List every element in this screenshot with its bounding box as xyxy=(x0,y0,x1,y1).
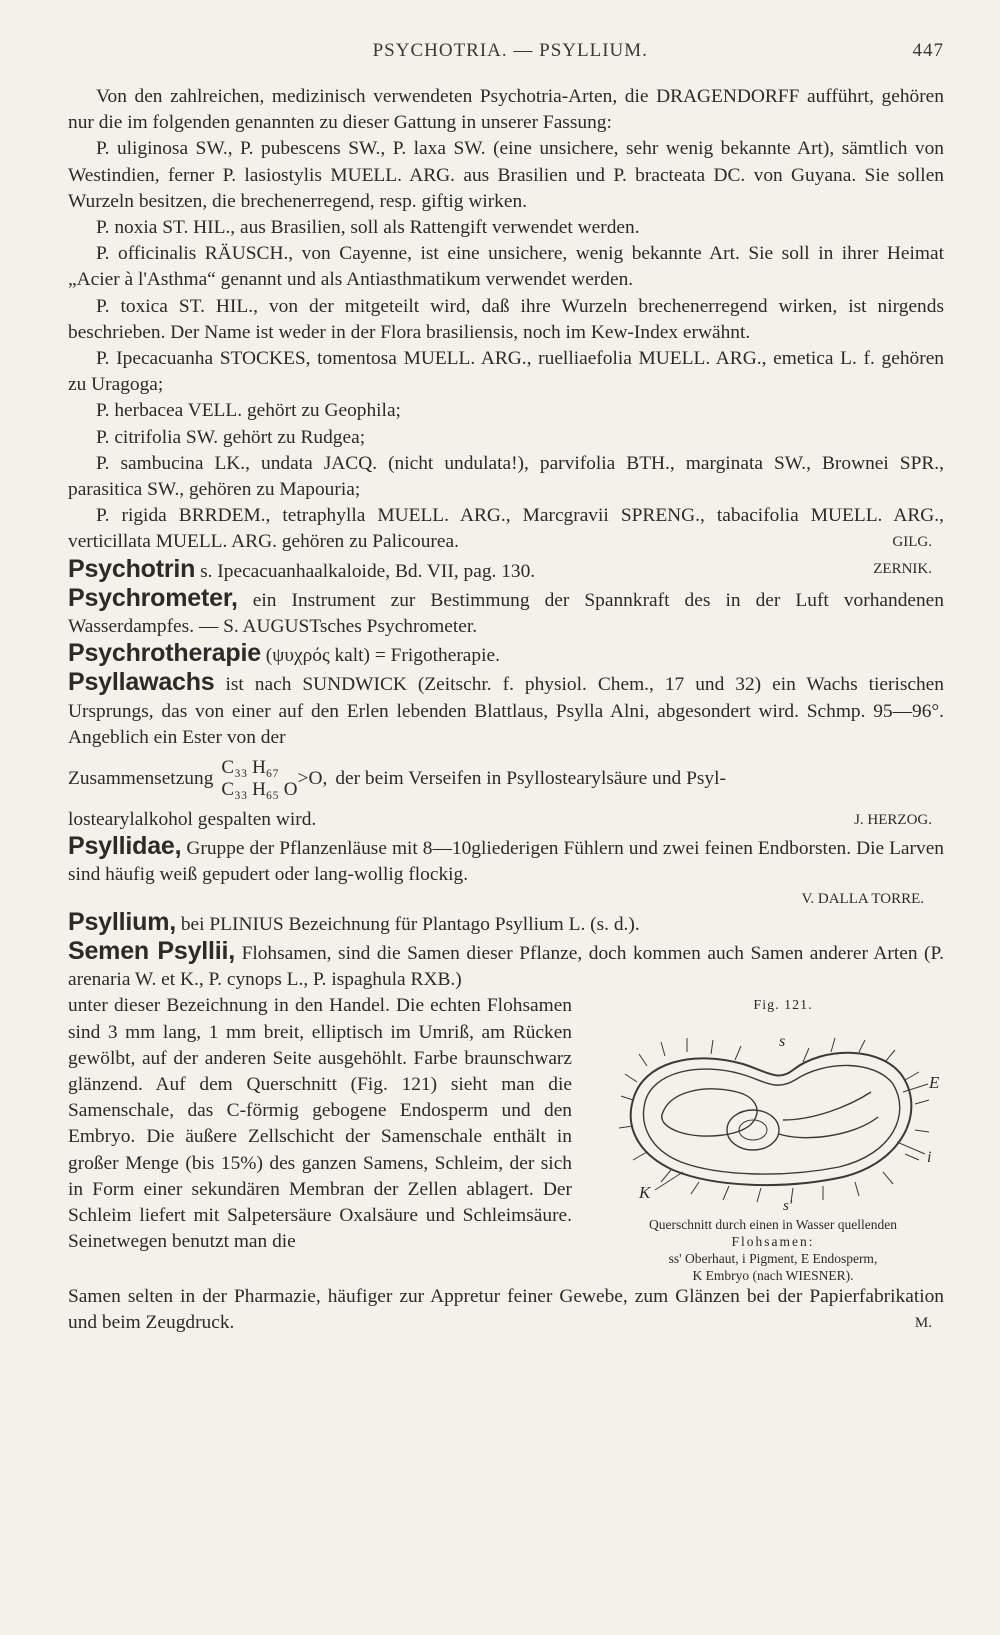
entry-psyllawachs xyxy=(68,669,944,751)
entry-psyllidae xyxy=(68,833,944,888)
entry-text: Gruppe der Pflanzenläuse mit 8—10gliederigen Fühlern und zwei feinen Endborsten. Die Larven sind häufig weiß gepudert oder lang-wollig flockig. xyxy=(68,838,944,886)
formula-top: C₃₃ H₆₇ xyxy=(221,757,280,779)
caption-line: Querschnitt durch einen in Wasser quellenden xyxy=(649,1216,897,1232)
psychotria-paragraph xyxy=(68,503,944,555)
caption-line: Flohsamen: xyxy=(731,1233,815,1249)
semen-psyllii-end xyxy=(68,1284,944,1336)
psychotria-intro: Von den zahlreichen, medizinisch verwendeten Psychotria-Arten, die DRAGENDORFF aufführt, gehören nur die im folgenden genannten zu dieser Gattung in unserer Fassung: xyxy=(68,86,944,134)
figure-letter-s-prime: s' xyxy=(783,1197,793,1212)
author-signature: ZERNIK. xyxy=(873,560,932,577)
figure-letter-s: s xyxy=(779,1032,786,1050)
formula-bond: >O, xyxy=(297,767,328,789)
formula-stack xyxy=(221,757,297,801)
entry-headword: Semen Psyllii, xyxy=(68,936,236,965)
chemical-formula xyxy=(221,757,327,801)
entry-psychrometer xyxy=(68,585,944,640)
semen-psyllii-wrapped-text: unter dieser Bezeichnung in den Handel. Die echten Flohsamen sind 3 mm lang, 1 mm breit, elliptisch im Umriß, am Rücken gewölbt, auf der anderen Seite ausgehöhlt. Farbe braunschwarz glänzend. Auf dem Querschnitt (Fig. 121) sieht man die Samenschale, das C-förmig gebogene Endosperm und den Embryo. Die äußere Zellschicht der Samenschale enthält in großer Menge (bis 15%) des ganzen Samens, Schleim, der sich in Form einer sekundären Membran der Zellen ablagert. Der Schleim liefert mit Salpetersäure Oxalsäure und Schleimsäure. Seinetwegen benutzt man die xyxy=(68,995,572,1253)
author-signature: GILG. xyxy=(892,534,932,551)
entry-semen-psyllii xyxy=(68,938,944,993)
entry-text: ein Instrument zur Bestimmung der Spannkraft des in der Luft vorhandenen Wasserdampfes. — S. AUGUSTsches Psychrometer. xyxy=(68,589,944,638)
entry-headword: Psyllium, xyxy=(68,907,176,936)
entry-text: lostearylalkohol gespalten wird. xyxy=(68,809,317,831)
entry-psychrotherapie xyxy=(68,640,944,669)
psychotria-paragraph: P. officinalis RÄUSCH., von Cayenne, ist eine unsichere, wenig bekannte Art. Sie soll in ihrer Heimat „Acier à l'Asthma“ genannt und als Antiasthmatikum verwendet werden. xyxy=(68,243,944,291)
author-signature: M. xyxy=(914,1314,932,1331)
entry-text: (ψυχρός kalt) = Frigotherapie. xyxy=(265,645,500,667)
formula-post-text: der beim Verseifen in Psyllostearylsäure und Psyl- xyxy=(335,767,726,789)
chemical-formula-line xyxy=(68,757,944,801)
formula-pre-text: Zusammensetzung xyxy=(68,767,214,789)
psychotria-paragraph: P. sambucina LK., undata JACQ. (nicht undulata!), parvifolia BTH., marginata SW., Brownei SPR., parasitica SW., gehören zu Mapouria; xyxy=(68,452,944,501)
entry-psychotrin xyxy=(68,556,944,585)
entry-psyllawachs-end xyxy=(68,807,944,833)
running-title: PSYCHOTRIA. — PSYLLIUM. xyxy=(372,40,648,61)
figure-letter-i: i xyxy=(927,1148,932,1166)
body-text xyxy=(68,84,944,1336)
author-signature: V. DALLA TORRE. xyxy=(801,890,924,907)
figure-letter-k: K xyxy=(639,1182,651,1202)
formula-bottom: C₃₃ H₆₅ O xyxy=(221,779,298,801)
page-number: 447 xyxy=(912,40,944,61)
caption-line: K Embryo (nach WIESNER). xyxy=(692,1267,854,1283)
entry-text: bei PLINIUS Bezeichnung für Plantago Psyllium L. (s. d.). xyxy=(180,913,640,935)
entry-headword: Psyllidae, xyxy=(68,832,182,861)
seed-cross-section-illustration xyxy=(603,1022,943,1212)
entry-headword: Psychrometer, xyxy=(68,583,238,612)
text-with-figure xyxy=(68,993,944,1283)
psychotria-paragraph: P. Ipecacuanha STOCKES, tomentosa MUELL. ARG., ruelliaefolia MUELL. ARG., emetica L. f. gehören zu Uragoga; xyxy=(68,348,944,396)
page-header xyxy=(68,40,944,62)
entry-text: Samen selten in der Pharmazie, häufiger zur Appretur feiner Gewebe, zum Glänzen bei der Papierfabrikation und beim Zeugdruck. xyxy=(68,1285,944,1333)
entry-psyllium xyxy=(68,909,944,938)
figure-caption xyxy=(598,1216,948,1284)
entry-text: ist nach SUNDWICK (Zeitschr. f. physiol. Chem., 17 und 32) ein Wachs tierischen Ursprungs, das von einer auf den Erlen lebenden Blattlaus, Psylla Alni, abgesondert wird. Schmp. 95—96°. Angeblich ein Ester von der xyxy=(68,674,944,748)
author-signature: J. HERZOG. xyxy=(854,812,932,829)
psychotria-paragraph: P. citrifolia SW. gehört zu Rudgea; xyxy=(96,426,366,448)
figure-label: Fig. 121. xyxy=(753,998,813,1014)
psychotria-paragraph: P. herbacea VELL. gehört zu Geophila; xyxy=(96,400,401,422)
caption-line: ss' Oberhaut, i Pigment, E Endosperm, xyxy=(668,1250,878,1266)
psychotria-paragraph: P. uliginosa SW., P. pubescens SW., P. laxa SW. (eine unsichere, sehr wenig bekannte Art), sämtlich von Westindien, ferner P. lasiostylis MUELL. ARG. aus Brasilien und P. bracteata DC. von Guyana. Sie sollen Wurzeln besitzen, die brechenerregend, resp. giftig wirken. xyxy=(68,138,944,212)
figure-letter-e: E xyxy=(929,1072,940,1092)
page xyxy=(68,40,944,1336)
entry-text: Flohsamen, sind die Samen dieser Pflanze, doch kommen auch Samen anderer Arten (P. arenaria W. et K., P. cynops L., P. ispaghula RXB.) xyxy=(68,942,944,991)
entry-headword: Psychotrin xyxy=(68,554,196,583)
entry-text: s. Ipecacuanhaalkaloide, Bd. VII, pag. 130. xyxy=(200,560,536,582)
entry-headword: Psyllawachs xyxy=(68,668,215,697)
psychotria-paragraph: P. noxia ST. HIL., aus Brasilien, soll als Rattengift verwendet werden. xyxy=(96,217,640,239)
figure-121 xyxy=(598,993,948,1283)
entry-headword: Psychrotherapie xyxy=(68,639,261,668)
psychotria-paragraph: P. toxica ST. HIL., von der mitgeteilt wird, daß ihre Wurzeln brechenerregend wirken, ist nirgends beschrieben. Der Name ist weder in der Flora brasiliensis, noch im Kew-Index erwähnt. xyxy=(68,295,944,343)
psychotria-p10-text: P. rigida BRRDEM., tetraphylla MUELL. ARG., Marcgravii SPRENG., tabacifolia MUELL. ARG., verticillata MUELL. ARG. gehören zu Palicourea. xyxy=(68,505,944,553)
